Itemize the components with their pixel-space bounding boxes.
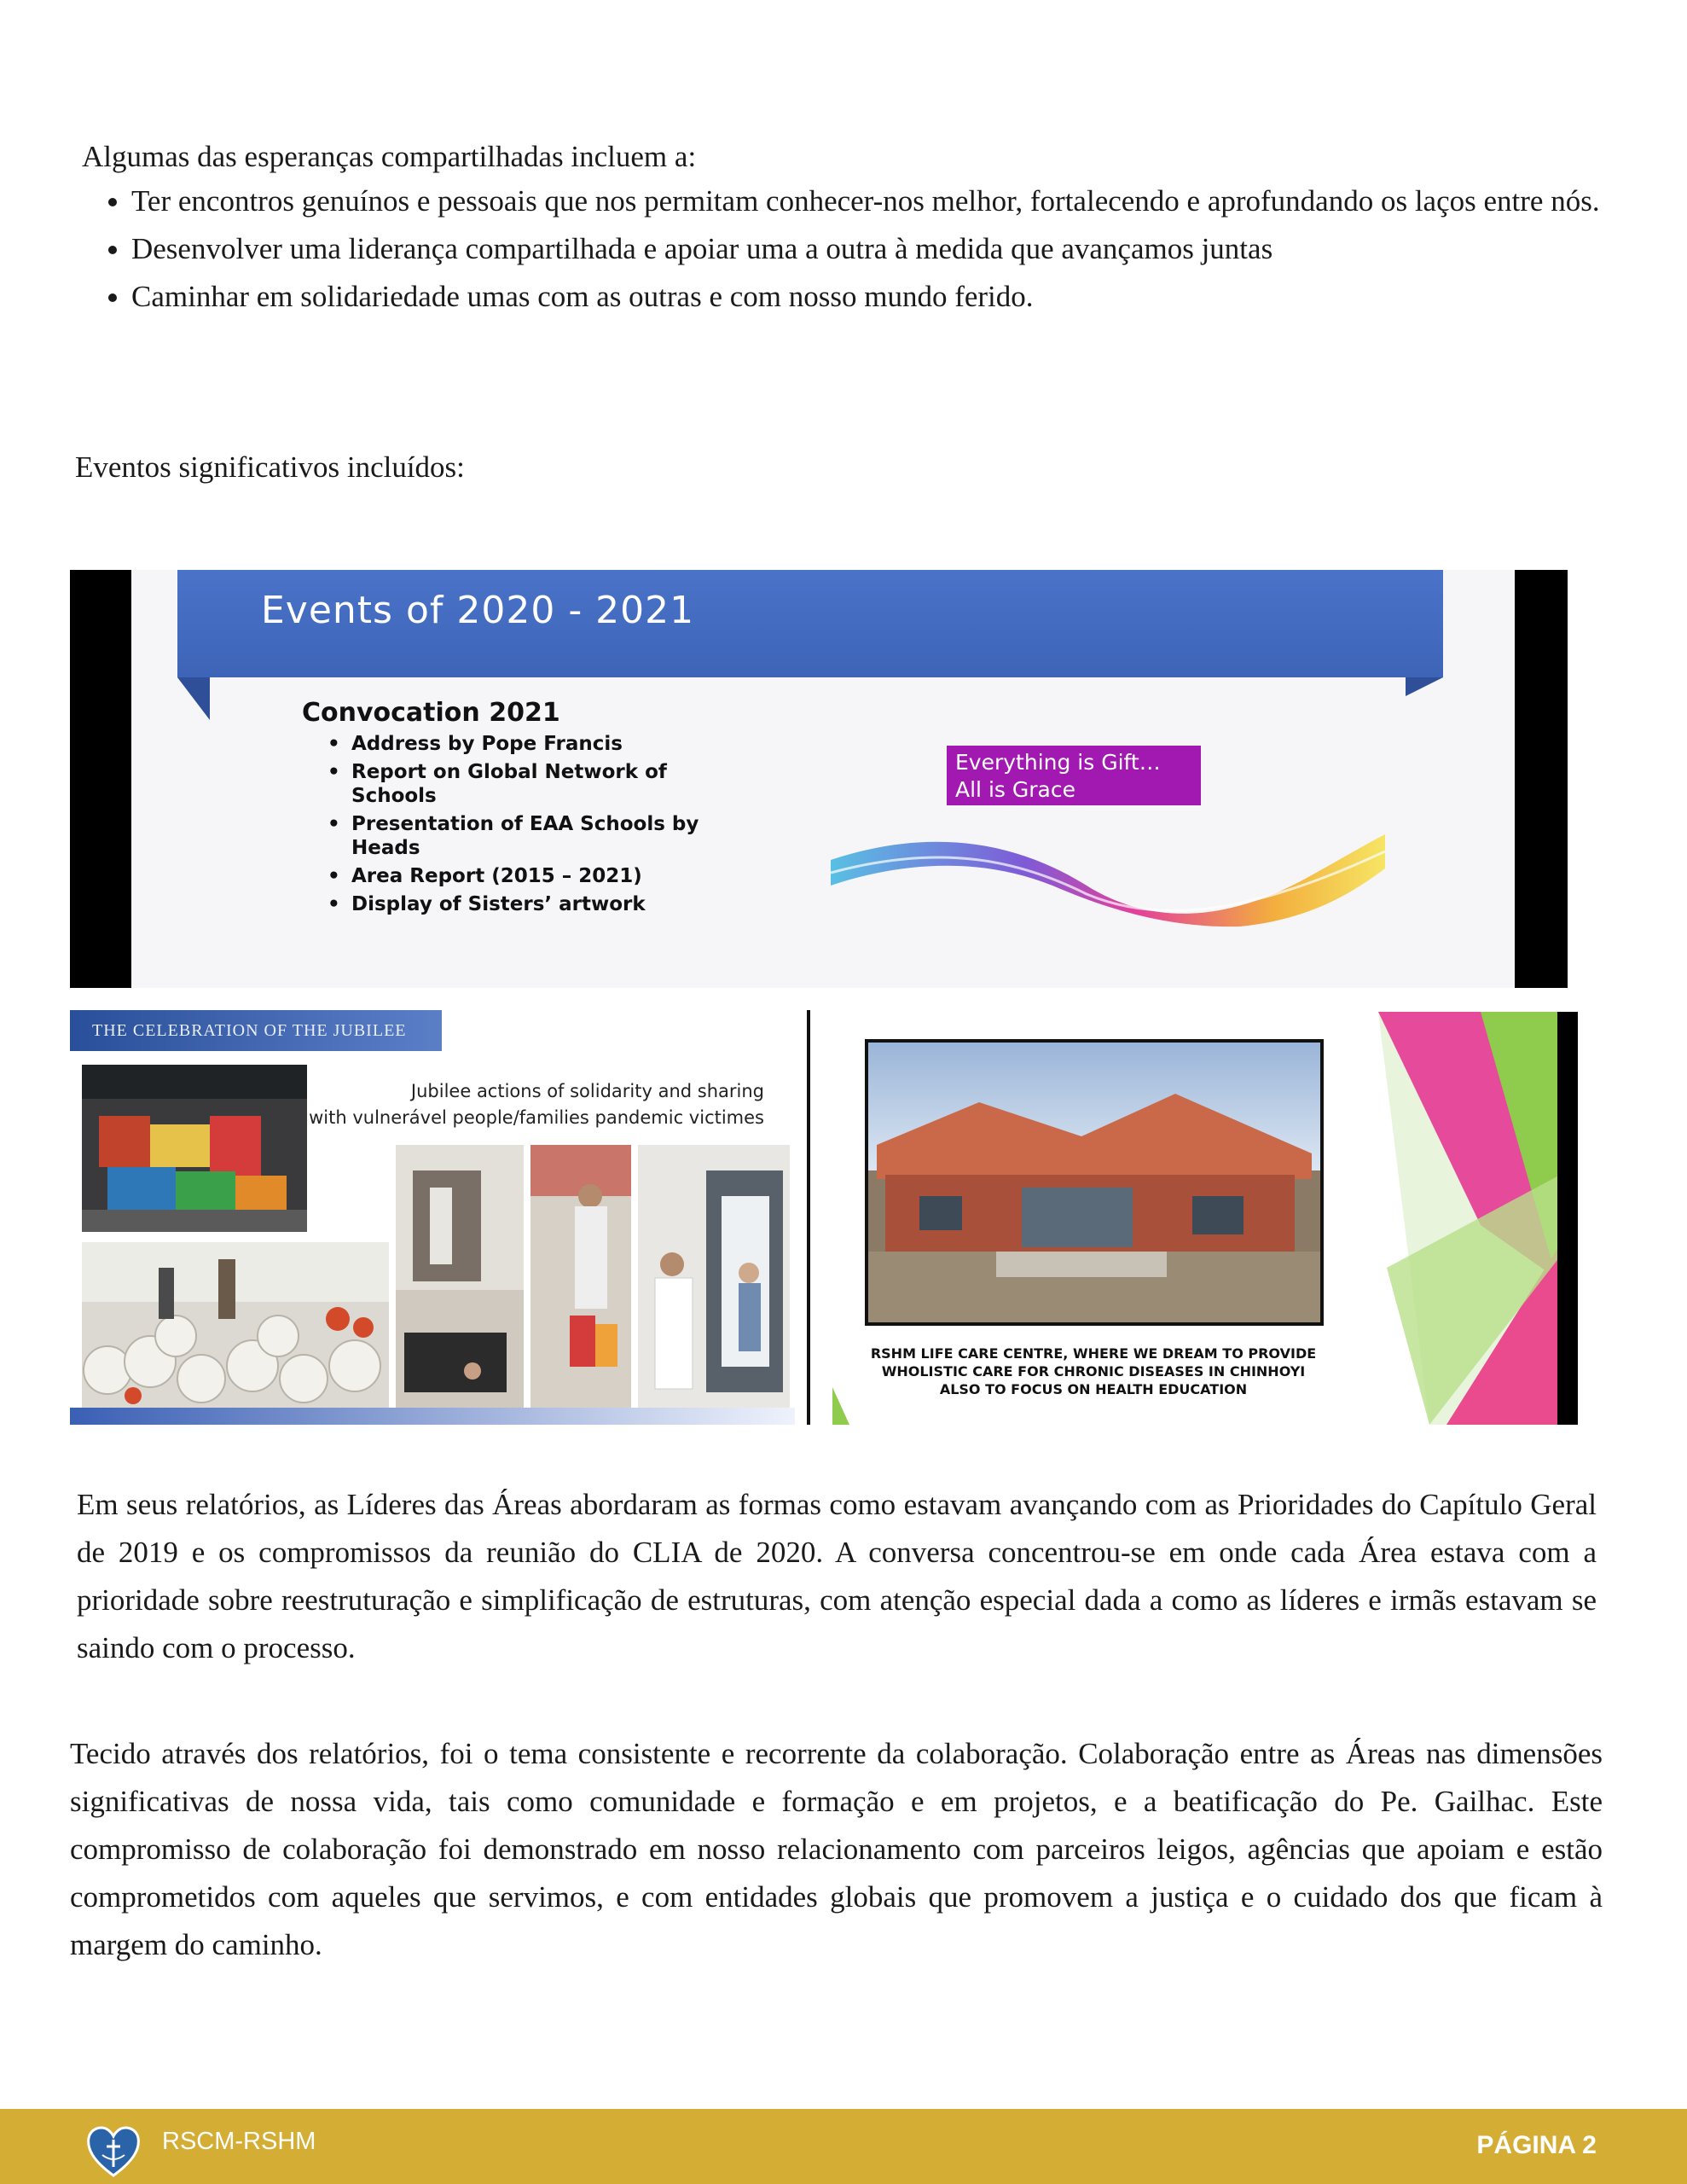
ribbon-graphic [831, 826, 1385, 928]
list-item: • Desenvolver uma liderança compartilhada e apoiar uma a outra à medida que avançamos juntas [131, 225, 1660, 273]
life-care-caption-line-2: WHOLISTIC CARE FOR CHRONIC DISEASES IN CHINHOYI [881, 1363, 1306, 1380]
gift-quote-box [947, 746, 1201, 805]
jubilee-caption [285, 1078, 764, 1131]
slide-border-right [1515, 570, 1568, 988]
list-item: • Address by Pope Francis [351, 732, 744, 756]
events-slide [70, 570, 1568, 988]
slide-title: Events of 2020 - 2021 [261, 589, 695, 632]
banner-fold-left [177, 677, 210, 720]
footer-organization: RSCM-RSHM [162, 2128, 316, 2155]
doorway-photo [396, 1145, 524, 1408]
list-item: • Presentation of EAA Schools by Heads [351, 812, 744, 860]
banner-fold-right [1406, 677, 1443, 696]
gift-line-2: All is Grace [955, 777, 1075, 802]
hopes-list [82, 177, 1660, 321]
list-item: • Area Report (2015 – 2021) [351, 864, 744, 888]
life-care-caption [832, 1345, 1354, 1398]
jubilee-header: THE CELEBRATION OF THE JUBILEE [70, 1010, 442, 1051]
list-item: • Report on Global Network of Schools [351, 760, 744, 808]
heart-logo-icon [84, 2121, 143, 2181]
gift-line-1: Everything is Gift… [955, 750, 1161, 775]
jubilee-caption-line-1: Jubilee actions of solidarity and sharing [410, 1081, 764, 1101]
list-item: • Caminhar em solidariedade umas com as outras e com nosso mundo ferido. [131, 273, 1660, 321]
rshm-slide [832, 1012, 1578, 1425]
slide-border-left [70, 570, 131, 988]
convocation-title: Convocation 2021 [302, 698, 560, 728]
paragraph-area-reports: Em seus relatórios, as Líderes das Áreas abordaram as formas como estavam avançando com as Prioridades do Capítulo Geral de 2019 e os compromissos da reunião do CLIA de 2020. A conversa concentrou-se em onde cada Área estava com a prioridade sobre reestruturação e simplificação de estruturas, com atenção especial dada a como as líderes e irmãs estavam se saindo com o processo. [77, 1488, 1597, 1664]
list-item: • Ter encontros genuínos e pessoais que nos permitam conhecer-nos melhor, fortalecendo e aprofundando os laços entre nós. [131, 177, 1660, 225]
events-label: Eventos significativos incluídos: [75, 450, 465, 484]
donation-car-photo [82, 1065, 307, 1232]
food-bags-photo [82, 1242, 389, 1409]
life-care-caption-line-1: RSHM LIFE CARE CENTRE, WHERE WE DREAM TO PROVIDE [870, 1345, 1317, 1362]
delivery-photo [530, 1145, 631, 1408]
intro-text: Algumas das esperanças compartilhadas incluem a: [82, 140, 697, 173]
page-number: PÁGINA 2 [1476, 2131, 1597, 2159]
nurse-door-photo [638, 1145, 790, 1408]
jubilee-caption-line-2: with vulnerável people/families pandemic victimes [309, 1107, 764, 1128]
life-care-caption-line-3: ALSO TO FOCUS ON HEALTH EDUCATION [939, 1381, 1248, 1397]
jubilee-slide [70, 1010, 795, 1425]
list-item: • Display of Sisters’ artwork [351, 892, 744, 916]
life-care-centre-photo [865, 1039, 1324, 1326]
convocation-list [351, 732, 744, 921]
slide-divider [807, 1010, 810, 1425]
slide-bottom-band [70, 1408, 795, 1425]
paragraph-collaboration: Tecido através dos relatórios, foi o tema consistente e recorrente da colaboração. Colaboração entre as Áreas nas dimensões significativas de nossa vida, tais como comunidade e formação e em projetos, e a beatificação do Pe. Gailhac. Este compromisso de colaboração foi demonstrado em nosso relacionamento com parceiros leigos, agências que apoiam e estão comprometidos com aqueles que servimos, e com entidades globais que promovem a justiça e o cuidado dos que ficam à margem do caminho. [70, 1737, 1603, 1961]
page-footer [0, 2109, 1687, 2184]
